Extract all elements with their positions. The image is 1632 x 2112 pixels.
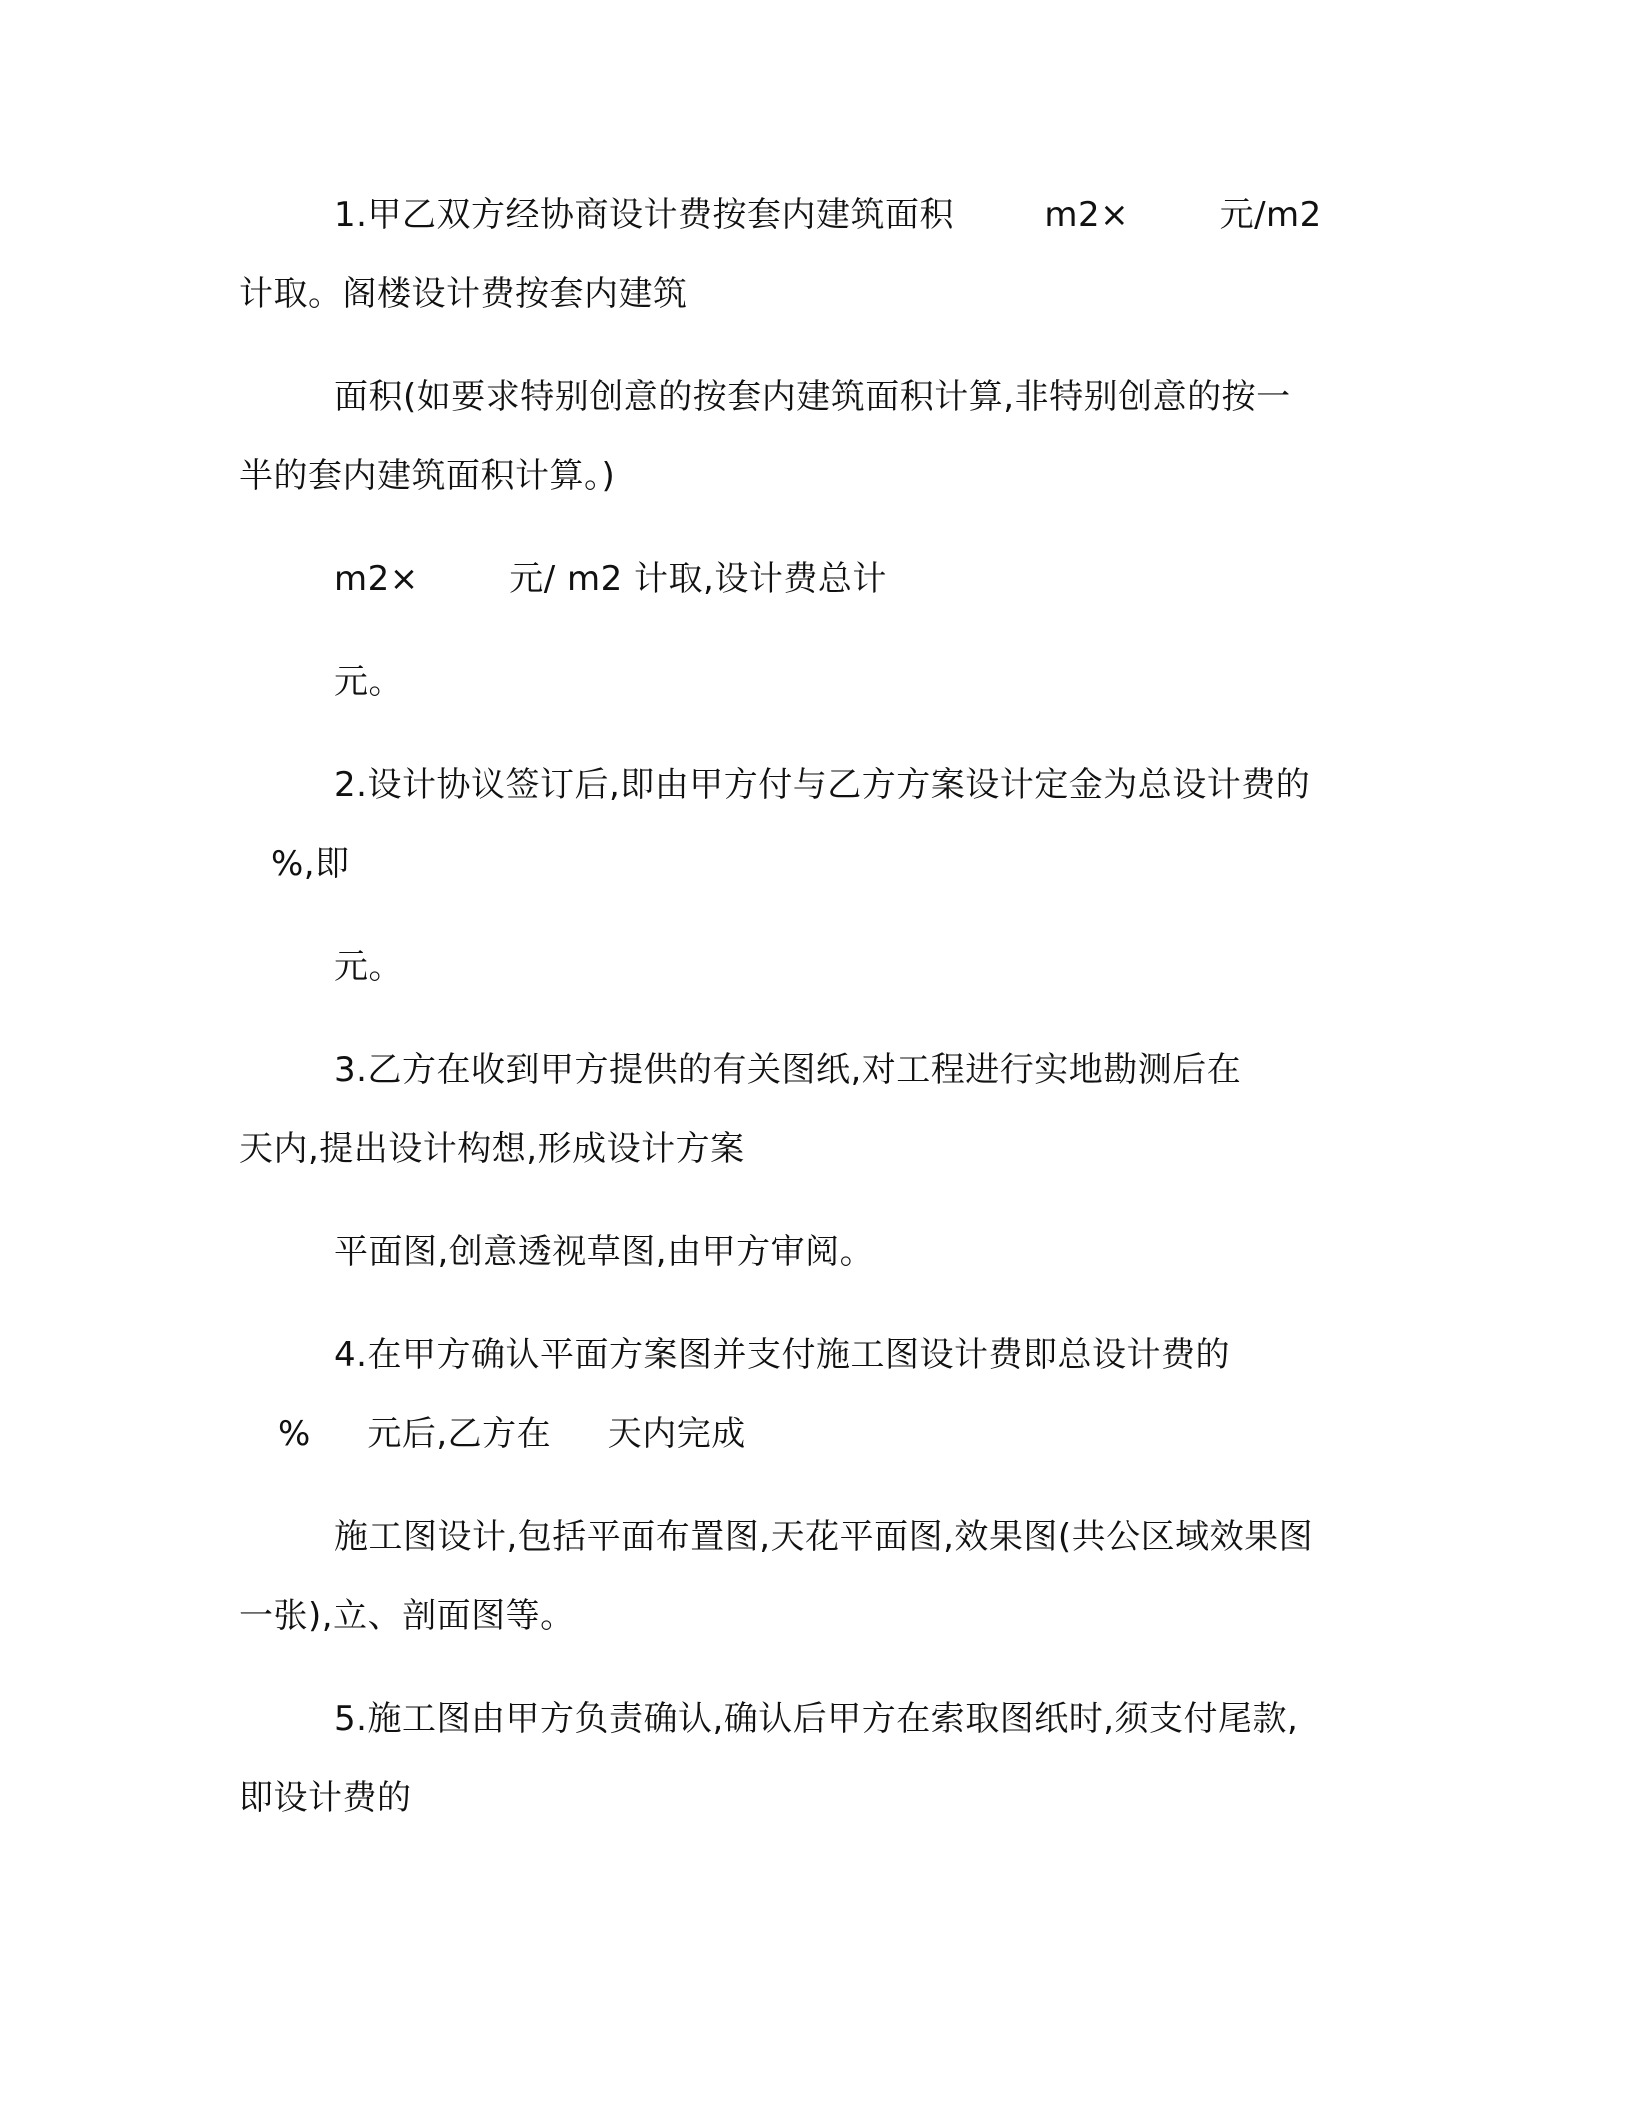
clause-1-total-unit: 元。 (334, 662, 403, 702)
clause-1-line-2: 计取。阁楼设计费按套内建筑 (239, 274, 688, 314)
clause-4-line-2: % 元后,乙方在 天内完成 (278, 1414, 746, 1454)
clause-5-line-2: 即设计费的 (239, 1778, 412, 1818)
clause-3-line-2: 天内,提出设计构想,形成设计方案 (239, 1129, 745, 1169)
clause-1-line-1: 1.甲乙双方经协商设计费按套内建筑面积 m2× 元/m2 (334, 195, 1322, 235)
clause-4-line-3: 施工图设计,包括平面布置图,天花平面图,效果图(共公区域效果图 (334, 1517, 1314, 1557)
clause-3-line-3: 平面图,创意透视草图,由甲方审阅。 (334, 1232, 875, 1272)
clause-2-line-2: %,即 (271, 844, 350, 884)
clause-5-line-1: 5.施工图由甲方负责确认,确认后甲方在索取图纸时,须支付尾款, (334, 1699, 1299, 1739)
clause-1-attic-line-1: 面积(如要求特别创意的按套内建筑面积计算,非特别创意的按一 (334, 377, 1291, 417)
clause-2-line-1: 2.设计协议签订后,即由甲方付与乙方方案设计定金为总设计费的 (334, 765, 1311, 805)
clause-4-line-1: 4.在甲方确认平面方案图并支付施工图设计费即总设计费的 (334, 1335, 1230, 1375)
clause-2-unit: 元。 (334, 947, 403, 987)
clause-3-line-1: 3.乙方在收到甲方提供的有关图纸,对工程进行实地勘测后在 (334, 1050, 1242, 1090)
clause-1-attic-line-2: 半的套内建筑面积计算。) (239, 456, 616, 496)
clause-4-line-4: 一张),立、剖面图等。 (239, 1596, 575, 1636)
clause-1-fee-formula: m2× 元/ m2 计取,设计费总计 (334, 559, 887, 599)
